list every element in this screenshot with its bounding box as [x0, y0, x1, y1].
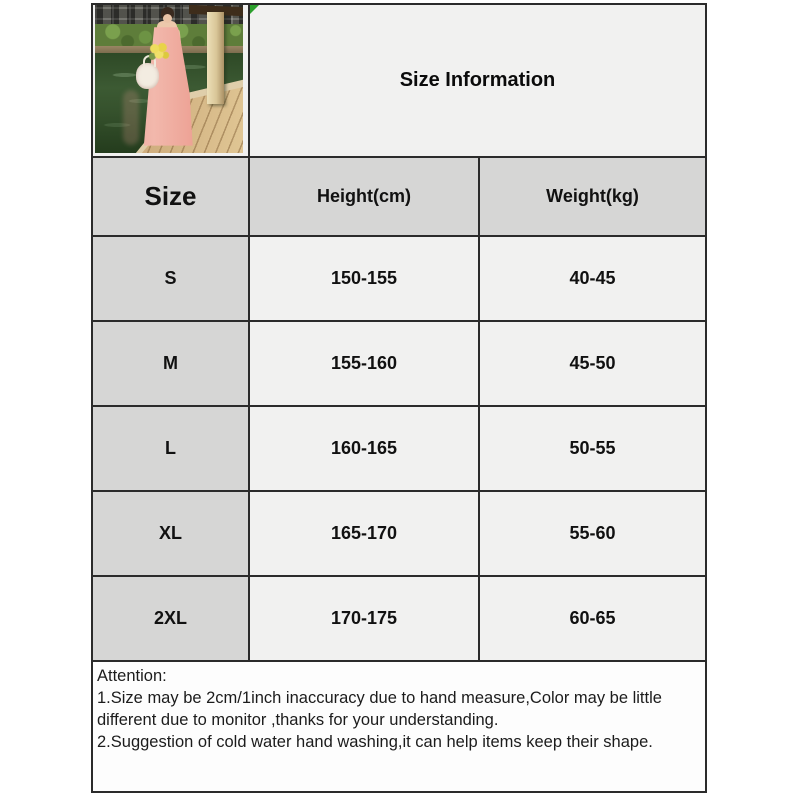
- photo-model-face: [163, 14, 172, 23]
- weight-cell: 40-45: [480, 237, 705, 320]
- photo-flower-bag: [136, 63, 159, 89]
- column-header-height: Height(cm): [250, 158, 480, 235]
- height-cell: 155-160: [250, 322, 480, 405]
- height-cell: 170-175: [250, 577, 480, 660]
- column-header-size: Size: [93, 158, 250, 235]
- height-cell: 165-170: [250, 492, 480, 575]
- size-cell: XL: [93, 492, 250, 575]
- page-title: Size Information: [399, 69, 556, 91]
- table-row: [93, 322, 705, 407]
- column-header-weight: Weight(kg): [480, 158, 705, 235]
- photo-pillar: [207, 12, 224, 104]
- product-photo: [95, 5, 243, 153]
- photo-reflection: [123, 90, 139, 145]
- height-cell: 150-155: [250, 237, 480, 320]
- attention-note-1: 1.Size may be 2cm/1inch inaccuracy due to hand measure,Color may be little different due to monitor ,thanks for your understanding.: [97, 689, 662, 729]
- size-info-sheet: [91, 3, 707, 793]
- weight-cell: 50-55: [480, 407, 705, 490]
- size-cell: S: [93, 237, 250, 320]
- size-cell: L: [93, 407, 250, 490]
- attention-heading: Attention:: [97, 667, 167, 685]
- table-row: [93, 577, 705, 662]
- weight-cell: 60-65: [480, 577, 705, 660]
- attention-notes: [93, 662, 705, 791]
- table-row: [93, 492, 705, 577]
- top-row: [93, 5, 705, 158]
- size-information-header-cell: [250, 5, 705, 156]
- attention-note-2: 2.Suggestion of cold water hand washing,it can help items keep their shape.: [97, 733, 653, 751]
- excel-corner-marker-icon: [250, 5, 259, 14]
- weight-cell: 45-50: [480, 322, 705, 405]
- photo-flower-bouquet: [148, 42, 170, 64]
- size-cell: M: [93, 322, 250, 405]
- table-row: [93, 407, 705, 492]
- weight-cell: 55-60: [480, 492, 705, 575]
- table-header-row: [93, 158, 705, 237]
- table-row: [93, 237, 705, 322]
- size-cell: 2XL: [93, 577, 250, 660]
- height-cell: 160-165: [250, 407, 480, 490]
- photo-cell: [93, 5, 250, 156]
